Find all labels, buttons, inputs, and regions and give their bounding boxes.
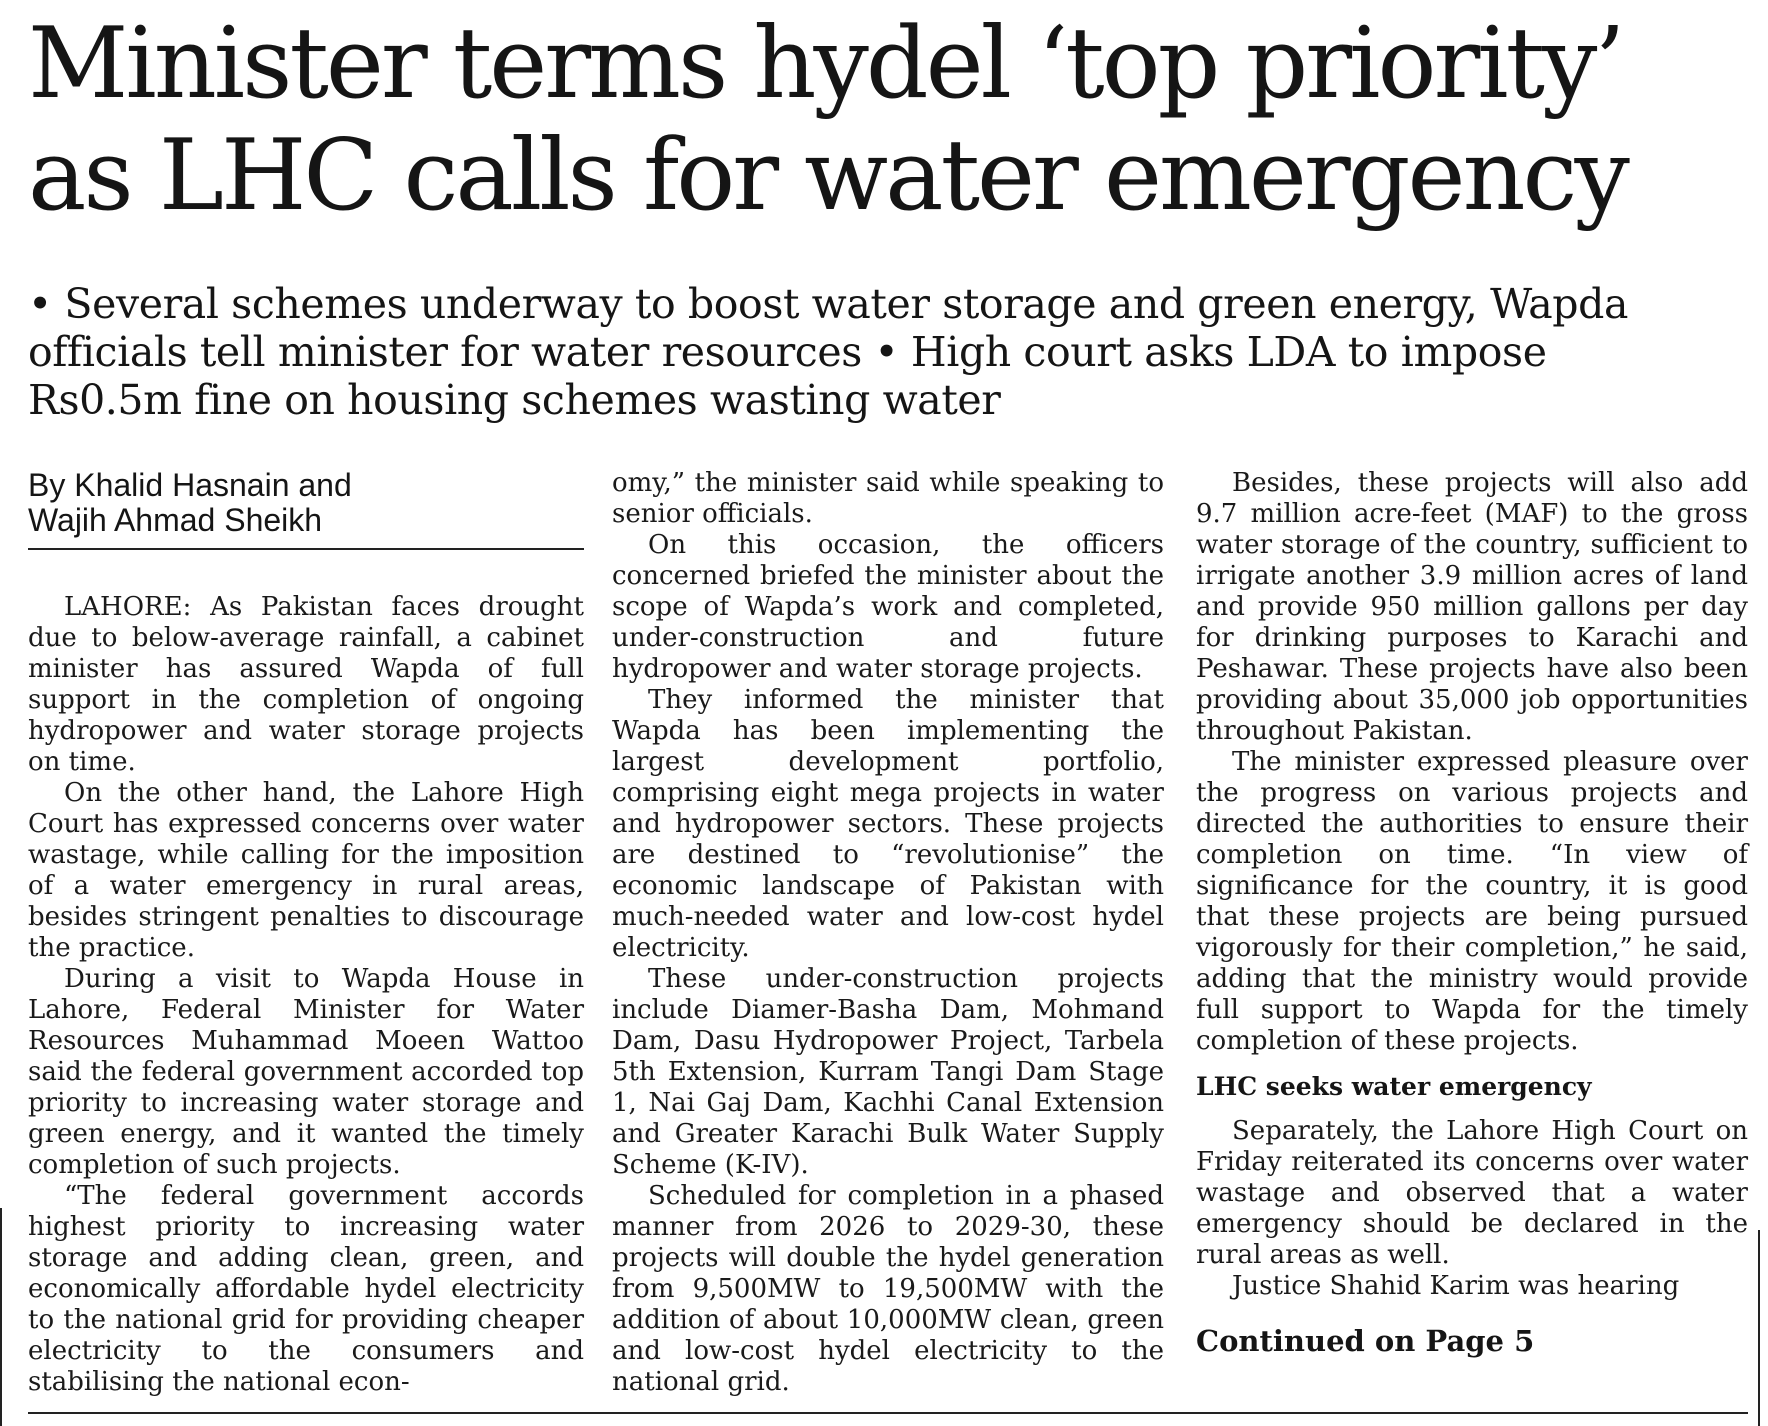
paragraph: Scheduled for completion in a phased manner from 2026 to 2029-30, these projects will double the hydel generation from 9,500MW to 19,500MW with the addition of about 10,000MW clean, green and low-cost hydel electricity to the national grid. (612, 1181, 1164, 1397)
headline-line-2: as LHC calls for water emergency (28, 119, 1627, 233)
byline-line-2: Wajih Ahmad Sheikh (28, 502, 323, 538)
paragraph: LAHORE: As Pakistan faces drought due to below-average rainfall, a cabinet minister has assured Wapda of full support in the completion of ongoing hydropower and water storage projects on time. (28, 592, 584, 777)
bottom-rule-divider (28, 1412, 1748, 1414)
paragraph: Besides, these projects will also add 9.7 million acre-feet (MAF) to the gross water storage of the country, sufficient to irrigate another 3.9 million acres of land and provide 950 million gallons per day for drinking purposes to Karachi and Peshawar. These projects have also been providing about 35,000 job opportunities throughout Pakistan. (1196, 468, 1748, 746)
deck-line-3: Rs0.5m fine on housing schemes wasting water (28, 376, 1001, 424)
byline (28, 468, 584, 550)
headline-line-1: Minister terms hydel ‘top priority’ (28, 7, 1623, 121)
paragraph: The minister expressed pleasure over the progress on various projects and directed the authorities to ensure their completion on time. “In view of significance for the country, it is good that these projects are being pursued vigorously for their completion,” he said, adding that the ministry would provide full support to Wapda for the timely completion of these projects. (1196, 747, 1748, 1056)
deck-line-2: officials tell minister for water resources • High court asks LDA to impose (28, 328, 1547, 376)
left-rule-divider (0, 1208, 2, 1426)
paragraph: They informed the minister that Wapda has been implementing the largest development portfolio, comprising eight mega projects in water and hydropower sectors. These projects are destined to “revolutionise” the economic landscape of Pakistan with much-needed water and low-cost hydel electricity. (612, 685, 1164, 963)
article-column-2 (612, 468, 1164, 1398)
continued-on-page-link: Continued on Page 5 (1196, 1324, 1535, 1358)
paragraph: These under-construction projects include Diamer-Basha Dam, Mohmand Dam, Dasu Hydropower Project, Tarbela 5th Extension, Kurram Tangi Dam Stage 1, Nai Gaj Dam, Kachhi Canal Extension and Greater Karachi Bulk Water Supply Scheme (K-IV). (612, 964, 1164, 1180)
paragraph: “The federal government accords highest priority to increasing water storage and adding clean, green, and economically affordable hydel electricity to the national grid for providing cheaper electricity to the consumers and stabilising the national econ- (28, 1181, 584, 1397)
paragraph: Justice Shahid Karim was hearing (1232, 1271, 1680, 1301)
right-rule-divider (1758, 1230, 1760, 1426)
article-column-3 (1196, 468, 1748, 1358)
paragraph: On this occasion, the officers concerned briefed the minister about the scope of Wapda’s work and completed, under-construction and future hydropower and water storage projects. (612, 530, 1164, 684)
byline-line-1: By Khalid Hasnain and (28, 467, 352, 503)
headline (28, 8, 1738, 232)
deck-summary (28, 280, 1758, 424)
deck-line-1: • Several schemes underway to boost water storage and green energy, Wapda (28, 280, 1629, 328)
subheading: LHC seeks water emergency (1196, 1072, 1592, 1101)
article-column-1 (28, 592, 584, 1398)
paragraph: omy,” the minister said while speaking to senior officials. (612, 468, 1164, 529)
paragraph: Separately, the Lahore High Court on Friday reiterated its concerns over water wastage and observed that a water emergency should be declared in the rural areas as well. (1196, 1116, 1748, 1270)
paragraph: During a visit to Wapda House in Lahore, Federal Minister for Water Resources Muhammad Moeen Wattoo said the federal government accorded top priority to increasing water storage and green energy, and it wanted the timely completion of such projects. (28, 964, 584, 1180)
paragraph: On the other hand, the Lahore High Court has expressed concerns over water wastage, while calling for the imposition of a water emergency in rural areas, besides stringent penalties to discourage the practice. (28, 778, 584, 963)
